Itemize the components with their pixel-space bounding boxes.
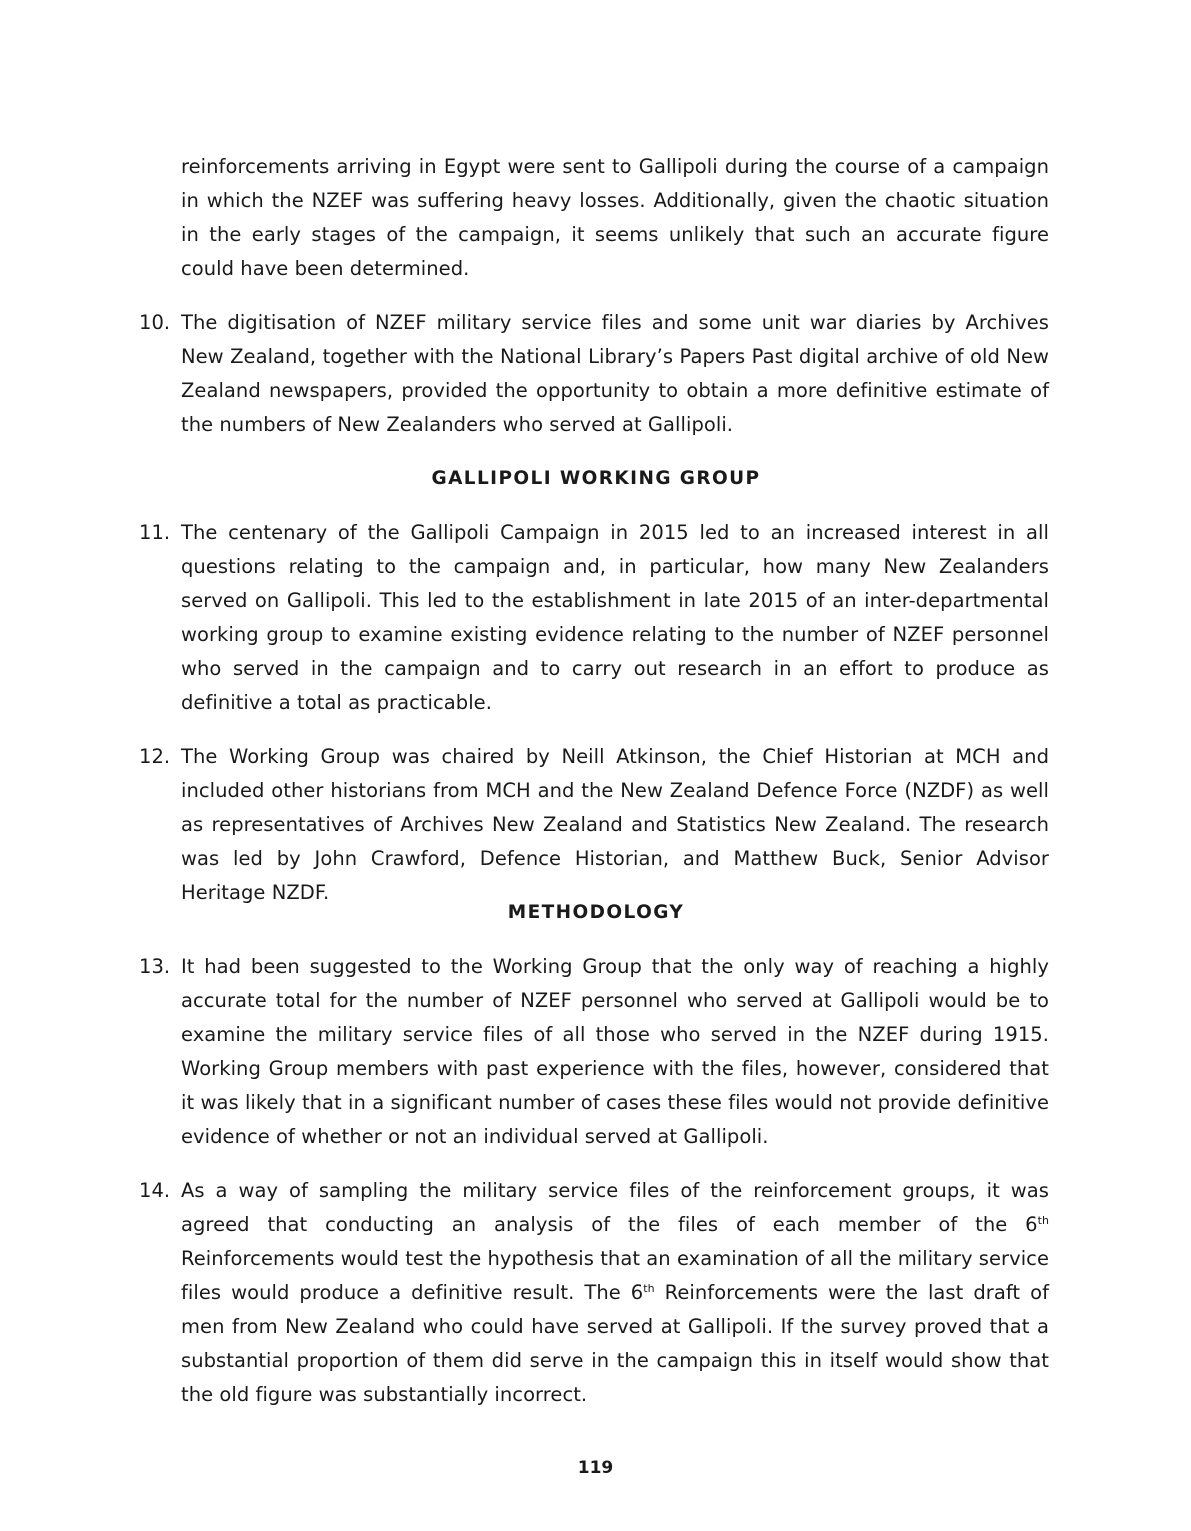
paragraph-text-part-3: Reinforcements were the last draft of men from New Zealand who could have served at Gallipoli. If the survey proved that a substantial proportion of them did serve in the campaign this in itself would show that the old figure was substantially incorrect. [181,1281,1049,1406]
section-heading-methodology: METHODOLOGY [507,902,685,923]
paragraph-12 [139,740,1049,910]
paragraph-10 [139,306,1049,442]
paragraph-text: It had been suggested to the Working Group that the only way of reaching a highly accurate total for the number of NZEF personnel who served at Gallipoli would be to examine the military service files of all those who served in the NZEF during 1915. Working Group members with past experience with the files, however, considered that it was likely that in a significant number of cases these files would not provide definitive evidence of whether or not an individual served at Gallipoli. [181,955,1049,1148]
paragraph-continued [181,150,1049,286]
paragraph-text-part-2: Reinforcements would test the hypothesis that an examination of all the military service files would produce a definitive result. The 6 [181,1247,1049,1304]
page-number: 119 [577,1458,614,1478]
paragraph-number: 10. [139,311,171,334]
paragraph-14 [139,1174,1049,1412]
ordinal-suffix: th [643,1282,655,1295]
section-heading-working-group: GALLIPOLI WORKING GROUP [431,468,761,489]
paragraph-number: 14. [139,1179,171,1202]
paragraph-number: 11. [139,521,171,544]
ordinal-suffix: th [1037,1214,1049,1227]
paragraph-13 [139,950,1049,1154]
paragraph-number: 12. [139,745,171,768]
paragraph-text: The digitisation of NZEF military service files and some unit war diaries by Archives New Zealand, together with the National Library’s Papers Past digital archive of old New Zealand newspapers, provided the opportunity to obtain a more definitive estimate of the numbers of New Zealanders who served at Gallipoli. [181,311,1049,436]
paragraph-text: reinforcements arriving in Egypt were sent to Gallipoli during the course of a campaign in which the NZEF was suffering heavy losses. Additionally, given the chaotic situation in the early stages of the campaign, it seems unlikely that such an accurate figure could have been determined. [181,155,1049,280]
paragraph-number: 13. [139,955,171,978]
paragraph-text-part-1: As a way of sampling the military service files of the reinforcement groups, it was agreed that conducting an analysis of the files of each member of the 6 [181,1179,1049,1236]
paragraph-text: The centenary of the Gallipoli Campaign in 2015 led to an increased interest in all questions relating to the campaign and, in particular, how many New Zealanders served on Gallipoli. This led to the establishment in late 2015 of an inter-departmental working group to examine existing evidence relating to the number of NZEF personnel who served in the campaign and to carry out research in an effort to produce as definitive a total as practicable. [181,521,1049,714]
paragraph-text: The Working Group was chaired by Neill Atkinson, the Chief Historian at MCH and included other historians from MCH and the New Zealand Defence Force (NZDF) as well as representatives of Archives New Zealand and Statistics New Zealand. The research was led by John Crawford, Defence Historian, and Matthew Buck, Senior Advisor Heritage NZDF. [181,745,1049,904]
paragraph-11 [139,516,1049,720]
